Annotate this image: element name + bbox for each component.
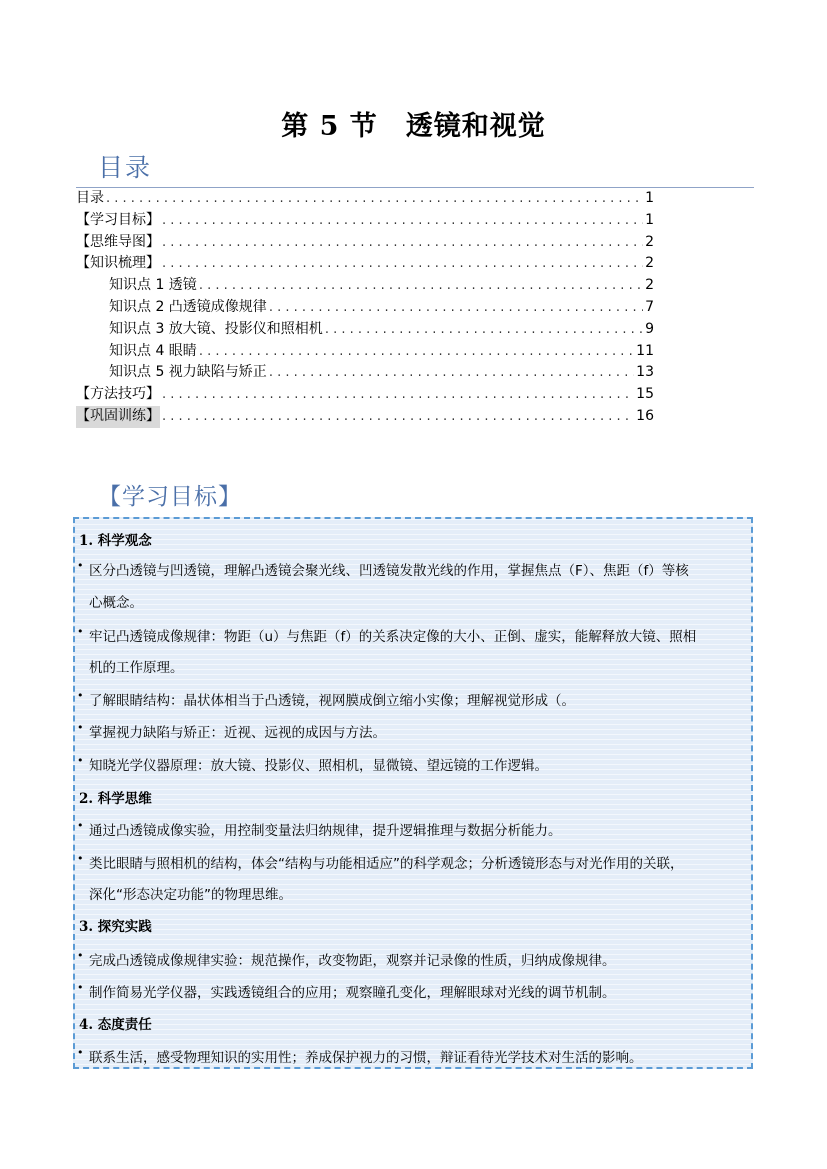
goal-item-continued xyxy=(89,656,184,676)
toc-entry-page: 2 xyxy=(645,277,654,294)
page-title: 第 5 节 透镜和视觉 xyxy=(281,111,546,142)
bullet-icon: • xyxy=(77,689,84,702)
toc-entry-label: 【学习目标】 xyxy=(76,211,160,228)
toc-leader-dots xyxy=(162,210,643,232)
goal-text: 深化“形态决定功能”的物理思维。 xyxy=(89,887,292,903)
goal-category-title: 1. 科学观念 xyxy=(79,533,152,549)
goal-text: 联系生活，感受物理知识的实用性；养成保护视力的习惯，辩证看待光学技术对生活的影响。 xyxy=(89,1050,643,1066)
toc-entry-page: 2 xyxy=(645,233,654,250)
learning-goals-box xyxy=(73,517,753,1069)
toc-entry[interactable] xyxy=(76,253,654,275)
toc-entry[interactable] xyxy=(76,210,654,232)
toc-entry-label: 知识点 3 放大镜、投影仪和照相机 xyxy=(109,320,323,337)
toc-entry[interactable] xyxy=(76,297,654,319)
goal-text: 知晓光学仪器原理：放大镜、投影仪、照相机，显微镜、望远镜的工作逻辑。 xyxy=(89,758,548,774)
bullet-icon: • xyxy=(77,949,84,962)
learning-goals-heading: 【学习目标】 xyxy=(98,484,242,510)
toc-entry[interactable] xyxy=(76,362,654,384)
goal-text: 通过凸透镜成像实验，用控制变量法归纳规律，提升逻辑推理与数据分析能力。 xyxy=(89,823,562,839)
goal-text: 牢记凸透镜成像规律：物距（u）与焦距（f）的关系决定像的大小、正倒、虚实，能解释放大镜、照相 xyxy=(89,629,697,645)
toc-entry-page: 9 xyxy=(645,320,654,337)
toc-entry-label: 目录 xyxy=(76,190,104,206)
bullet-icon: • xyxy=(77,981,84,994)
toc-entry-label: 知识点 1 透镜 xyxy=(109,277,197,294)
toc-entry[interactable] xyxy=(76,341,654,363)
toc-entry[interactable] xyxy=(76,188,654,210)
toc-entry-label: 知识点 4 眼睛 xyxy=(109,342,197,359)
goal-category-title: 3. 探究实践 xyxy=(79,919,152,935)
bullet-icon: • xyxy=(77,559,84,572)
toc-entry[interactable] xyxy=(76,275,654,297)
goal-category-title: 2. 科学思维 xyxy=(79,791,152,807)
toc-entry[interactable] xyxy=(76,319,654,341)
toc-leader-dots xyxy=(162,384,634,406)
goal-item xyxy=(77,559,689,579)
goal-item-continued xyxy=(89,591,143,611)
goal-item xyxy=(77,1046,643,1066)
toc-entry-page: 15 xyxy=(636,386,654,403)
toc-entry-label: 【思维导图】 xyxy=(76,233,160,250)
toc-leader-dots xyxy=(162,406,634,428)
goal-text: 区分凸透镜与凹透镜，理解凸透镜会聚光线、凹透镜发散光线的作用，掌握焦点（F）、焦距（f）等核 xyxy=(89,563,689,579)
table-of-contents xyxy=(76,188,654,428)
bullet-icon: • xyxy=(77,754,84,767)
goal-category-title: 4. 态度责任 xyxy=(79,1017,152,1033)
toc-entry-page: 11 xyxy=(636,342,654,359)
goal-item xyxy=(77,689,575,709)
goal-item xyxy=(77,949,616,969)
toc-leader-dots xyxy=(325,319,643,341)
goal-text: 制作简易光学仪器，实践透镜组合的应用；观察瞳孔变化，理解眼球对光线的调节机制。 xyxy=(89,985,616,1001)
toc-heading: 目录 xyxy=(98,153,153,182)
toc-entry-label: 【知识梳理】 xyxy=(76,255,160,272)
toc-entry-page: 13 xyxy=(636,364,654,381)
toc-entry-page: 16 xyxy=(636,407,654,424)
bullet-icon: • xyxy=(77,819,84,832)
toc-leader-dots xyxy=(269,362,634,384)
goal-item-continued xyxy=(89,883,292,903)
bullet-icon: • xyxy=(77,721,84,734)
toc-entry[interactable] xyxy=(76,384,654,406)
goal-text: 掌握视力缺陷与矫正：近视、远视的成因与方法。 xyxy=(89,725,386,741)
toc-entry-page: 1 xyxy=(645,190,654,206)
toc-leader-dots xyxy=(106,188,643,210)
goal-text: 完成凸透镜成像规律实验：规范操作，改变物距，观察并记录像的性质，归纳成像规律。 xyxy=(89,953,616,969)
goal-item xyxy=(77,852,684,872)
toc-entry-page: 7 xyxy=(645,298,654,315)
goal-text: 心概念。 xyxy=(89,595,143,611)
goal-item xyxy=(77,754,548,774)
toc-leader-dots xyxy=(199,275,643,297)
toc-entry-label: 【方法技巧】 xyxy=(76,386,160,403)
toc-entry[interactable] xyxy=(76,406,654,428)
toc-entry-page: 1 xyxy=(645,211,654,228)
toc-entry-page: 2 xyxy=(645,255,654,272)
toc-entry-label: 【巩固训练】 xyxy=(76,406,160,428)
goal-item xyxy=(77,981,616,1001)
bullet-icon: • xyxy=(77,852,84,865)
toc-leader-dots xyxy=(162,253,643,275)
goal-item xyxy=(77,721,386,741)
toc-leader-dots xyxy=(199,341,634,363)
goal-item xyxy=(77,625,697,645)
goal-text: 机的工作原理。 xyxy=(89,660,184,676)
toc-entry-label: 知识点 5 视力缺陷与矫正 xyxy=(109,364,267,381)
bullet-icon: • xyxy=(77,625,84,638)
toc-entry[interactable] xyxy=(76,232,654,254)
toc-leader-dots xyxy=(269,297,643,319)
goal-text: 了解眼睛结构：晶状体相当于凸透镜，视网膜成倒立缩小实像；理解视觉形成（。 xyxy=(89,693,575,709)
goal-item xyxy=(77,819,562,839)
bullet-icon: • xyxy=(77,1046,84,1059)
toc-entry-label: 知识点 2 凸透镜成像规律 xyxy=(109,298,267,315)
goal-text: 类比眼睛与照相机的结构，体会“结构与功能相适应”的科学观念；分析透镜形态与对光作用的关联， xyxy=(89,856,684,872)
toc-leader-dots xyxy=(162,232,643,254)
